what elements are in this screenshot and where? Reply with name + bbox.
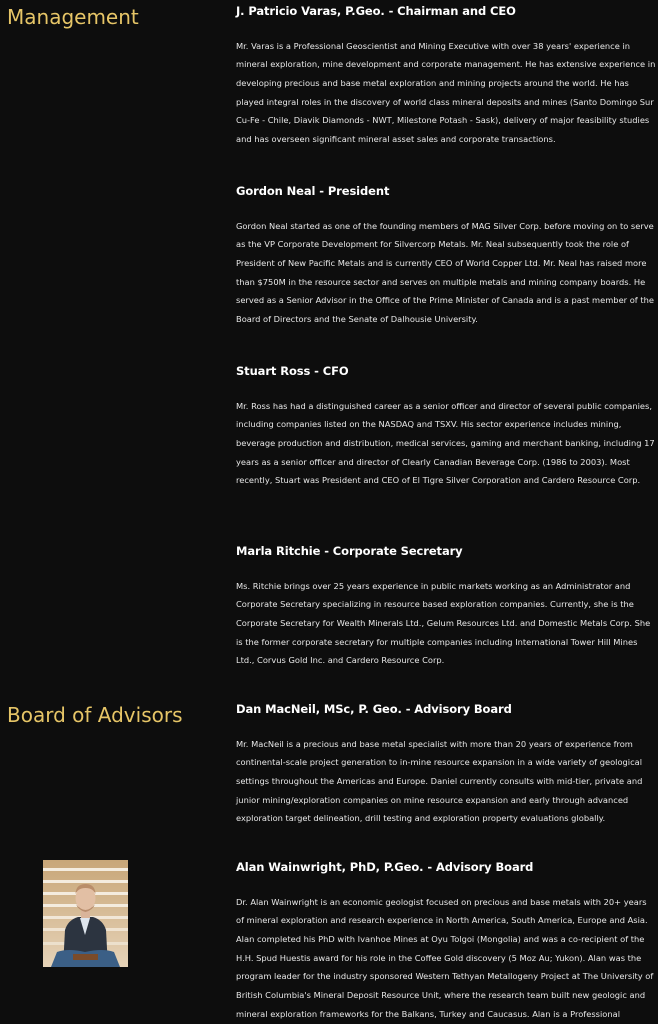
portrait-image [43, 860, 128, 967]
person-macneil [236, 704, 656, 828]
person-name: Gordon Neal - President [236, 184, 390, 198]
person-name: J. Patricio Varas, P.Geo. - Chairman and CEO [236, 4, 516, 18]
person-neal [236, 186, 656, 329]
person-bio: Mr. Ross has had a distinguished career as a senior officer and director of several public companies, including companies listed on the NASDAQ and TSXV. His sector experience includes mining, beverage production and distribution, medical services, gaming and merchant banking, including 17 years as a senior officer and director of Clearly Canadian Beverage Corp. (1986 to 2003). Most recently, Stuart was President and CEO of El Tigre Silver Corporation and Cardero Resource Corp. [236, 400, 655, 486]
person-name: Stuart Ross - CFO [236, 364, 349, 378]
person-name: Dan MacNeil, MSc, P. Geo. - Advisory Board [236, 702, 512, 716]
section-title-board-of-advisors: Board of Advisors [7, 703, 183, 727]
person-name: Alan Wainwright, PhD, P.Geo. - Advisory Board [236, 860, 534, 874]
person-name: Marla Ritchie - Corporate Secretary [236, 544, 463, 558]
person-photo-wainwright [43, 860, 128, 967]
person-ross [236, 366, 656, 490]
person-bio: Mr. Varas is a Professional Geoscientist and Mining Executive with over 38 years' experience in mineral exploration, mine development and corporate management. He has extensive experience in developing precious and base metal exploration and mining projects around the world. He has played integral roles in the discovery of world class mineral deposits and mines (Santo Domingo Sur Cu-Fe - Chile, Diavik Diamonds - NWT, Milestone Potash - Sask), delivery of major feasibility studies and has overseen significant mineral asset sales and corporate transactions. [236, 40, 656, 145]
person-ritchie [236, 546, 656, 670]
person-varas [236, 6, 656, 149]
person-wainwright [236, 862, 656, 1023]
person-bio: Dr. Alan Wainwright is an economic geologist focused on precious and base metals with 20+ years of mineral exploration and research experience in North America, South America, Europe and Asia. Alan completed his PhD with Ivanhoe Mines at Oyu Tolgoi (Mongolia) and was a co-recipient of the H.H. Spud Huestis award for his role in the Coffee Gold discovery (5 Moz Au; Yukon). Alan was the program leader for the industry sponsored Western Tethyan Metallogeny Project at The University of British Columbia's Mineral Deposit Resource Unit, where the research team built new geologic and mineral exploration frameworks for the Balkans, Turkey and Caucasus. Alan is a Professional [236, 896, 654, 1019]
person-bio: Gordon Neal started as one of the founding members of MAG Silver Corp. before moving on to serve as the VP Corporate Development for Silvercorp Metals. Mr. Neal subsequently took the role of President of New Pacific Metals and is currently CEO of World Copper Ltd. Mr. Neal has raised more than $750M in the resource sector and serves on multiple metals and mining company boards. He served as a Senior Advisor in the Office of the Prime Minister of Canada and is a past member of the Board of Directors and the Senate of Dalhousie University. [236, 220, 654, 325]
section-title-management: Management [7, 5, 139, 29]
person-bio: Ms. Ritchie brings over 25 years experience in public markets working as an Administrator and Corporate Secretary specializing in resource based exploration companies. Currently, she is the Corporate Secretary for Wealth Minerals Ltd., Gelum Resources Ltd. and Domestic Metals Corp. She is the former corporate secretary for multiple companies including International Tower Hill Mines Ltd., Corvus Gold Inc. and Cardero Resource Corp. [236, 580, 651, 666]
person-bio: Mr. MacNeil is a precious and base metal specialist with more than 20 years of experience from continental-scale project generation to in-mine resource expansion in a wide variety of geological settings throughout the Americas and Europe. Daniel currently consults with mid-tier, private and junior mining/exploration companies on mine resource expansion and early through advanced exploration target delineation, drill testing and exploration property evaluations globally. [236, 738, 643, 824]
